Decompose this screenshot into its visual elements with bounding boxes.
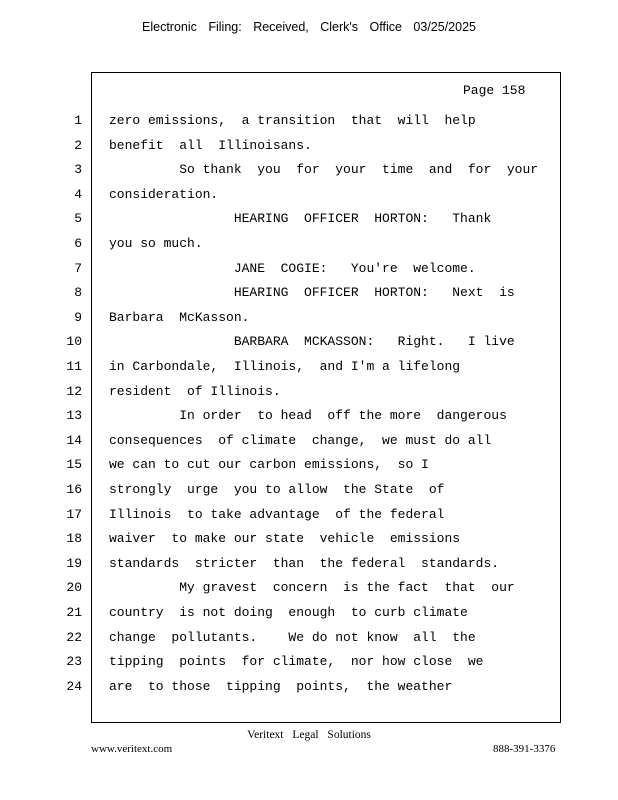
line-text: benefit all Illinoisans. [109, 137, 312, 153]
line-number: 16 [66, 482, 82, 497]
filing-stamp-header: Electronic Filing: Received, Clerk's Office 03/25/2025 [142, 20, 476, 34]
line-number: 22 [66, 629, 82, 645]
line-text: zero emissions, a transition that will help [109, 113, 476, 128]
line-number: 23 [66, 654, 82, 670]
line-text: are to those tipping points, the weather [109, 678, 453, 694]
line-number: 15 [66, 457, 82, 473]
line-text: So thank you for your time and for your [109, 162, 539, 178]
line-text: in Carbondale, Illinois, and I'm a lifelong [109, 359, 461, 374]
line-text: Illinois to take advantage of the federal [109, 506, 445, 522]
line-number: 10 [66, 334, 82, 350]
line-text: you so much. [109, 236, 203, 251]
line-number: 5 [74, 211, 82, 227]
line-number: 18 [66, 531, 82, 547]
line-number: 9 [74, 309, 82, 325]
line-text: country is not doing enough to curb climate [109, 605, 468, 620]
line-text: Barbara McKasson. [109, 309, 250, 325]
line-number: 14 [66, 432, 82, 448]
line-text: In order to head off the more dangerous [109, 408, 507, 424]
page-number: Page 158 [463, 83, 526, 98]
line-number: 1 [74, 113, 82, 128]
line-text: waiver to make our state vehicle emissions [109, 531, 461, 547]
line-text: we can to cut our carbon emissions, so I [109, 457, 429, 473]
line-number: 19 [66, 555, 82, 571]
line-number: 13 [66, 408, 82, 424]
line-text: standards stricter than the federal standards. [109, 555, 500, 571]
line-number: 12 [66, 383, 82, 399]
line-text: HEARING OFFICER HORTON: Thank [109, 211, 492, 227]
line-text: JANE COGIE: You're welcome. [109, 260, 476, 276]
line-number: 20 [66, 580, 82, 596]
line-text: HEARING OFFICER HORTON: Next is [109, 285, 515, 301]
line-number: 2 [74, 137, 82, 153]
line-number: 6 [74, 236, 82, 251]
line-text: strongly urge you to allow the State of [109, 482, 445, 497]
footer-company: Veritext Legal Solutions [247, 729, 371, 741]
footer-phone: 888-391-3376 [493, 743, 556, 755]
footer-website: www.veritext.com [91, 743, 173, 755]
line-number: 8 [74, 285, 82, 301]
line-number: 24 [66, 678, 82, 694]
line-text: consequences of climate change, we must do all [109, 432, 492, 448]
line-number: 7 [74, 260, 82, 276]
line-number: 11 [66, 359, 82, 374]
line-number: 21 [66, 605, 82, 620]
line-text: BARBARA MCKASSON: Right. I live [109, 334, 515, 350]
line-text: change pollutants. We do not know all the [109, 629, 476, 645]
line-text: resident of Illinois. [109, 383, 281, 399]
line-text: My gravest concern is the fact that our [109, 580, 515, 596]
line-number: 4 [74, 186, 82, 202]
line-text: tipping points for climate, nor how close we [109, 654, 484, 670]
line-number: 3 [74, 162, 82, 178]
line-text: consideration. [109, 186, 219, 202]
line-number: 17 [66, 506, 82, 522]
